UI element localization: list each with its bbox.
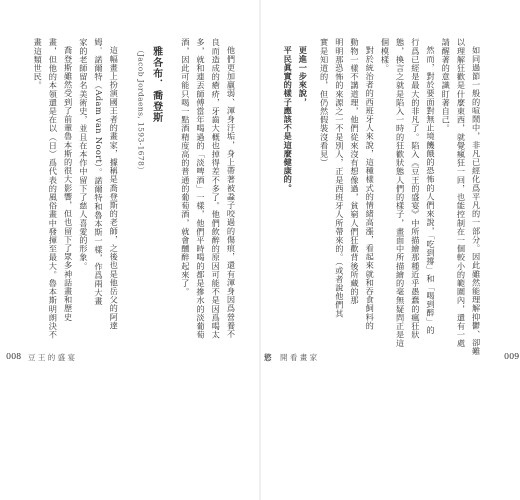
emphasis-paragraph bbox=[280, 38, 310, 338]
page-number: 008 bbox=[6, 352, 22, 361]
text-line: 然而，對於要面對無止境饑餓的恐怖的人們來說，「吃到撐」和「喝到醉」的 bbox=[426, 46, 437, 335]
book-title-footer: 豆 王 的 盛 宴 bbox=[28, 353, 76, 362]
text-line: 畫，但他的本領還是在以（日）爲代表的風俗畫中發揮至最大。魯本斯明朗決不 bbox=[48, 38, 59, 339]
section-mark: 慾 bbox=[264, 353, 272, 362]
chapter-title-footer: 開 看 畫 家 bbox=[280, 353, 318, 362]
paragraph bbox=[377, 38, 438, 348]
text-line: 多，就和連丟師傅當年喝過的「淡啤酒」一樣，他們平時喝的都是摻水的淡葡萄 bbox=[196, 38, 207, 339]
right-page bbox=[260, 0, 520, 500]
text-line: 如同過節一般的喧鬧中，非凡已經化爲平凡的一部分。因此雖然能理解抑鬱、卻難 bbox=[471, 46, 482, 356]
text-line: 動物一樣不講道理，他們從來沒有想像過，貧窮人們狂歡背後所藏的那 bbox=[350, 38, 361, 305]
left-body-text bbox=[30, 38, 238, 338]
page-number: 009 bbox=[504, 352, 520, 361]
text-line: 對於統治者的西班牙人來說，這種樣式的情緒高漲，看起來就和吞食飼料的 bbox=[365, 46, 376, 330]
text-line: 行爲已經是最大的非凡了。陷入《豆王的盛宴》中所描繪那種近乎愚蠢的瘋狂狀 bbox=[410, 38, 421, 339]
artist-heading-block bbox=[133, 38, 163, 338]
artist-dates: （Jacob Jordaens, 1593-1678） bbox=[136, 46, 146, 175]
text-line: 更進一步來說， bbox=[298, 46, 309, 107]
paragraph bbox=[178, 38, 239, 338]
paragraph bbox=[438, 38, 484, 356]
paragraph bbox=[316, 38, 377, 338]
text-line: 畫這類世民。 bbox=[33, 38, 44, 90]
text-line: 請醒著的意識盯著自己。 bbox=[441, 38, 452, 133]
artist-heading: 雅各布．喬登斯 bbox=[150, 46, 162, 123]
text-line: 以理解狂歡是什麼東西，就覺瘋狂一回，也能控制在一個較小的範圍內，還有一處 bbox=[456, 38, 467, 348]
paragraph bbox=[30, 38, 121, 338]
text-line: 個模樣。 bbox=[380, 38, 391, 73]
text-line: 他們更加羸弱、渾身汙垢，身上帶著被蝨子咬過的傷痕，還有渾身因爲營養不 bbox=[226, 46, 237, 339]
text-line: 這幅畫上扮演國王者的畫家，據稱是喬登斯的老師，之後也是他岳父的阿達 bbox=[109, 46, 120, 330]
text-line: 態，換言之就是陷入一時的狂歡狀態人們的樣子，畫面中所描繪的毫無疑問正是這 bbox=[395, 38, 406, 348]
text-line: 喬登斯雖然受到了前輩魯本斯的很大影響，但也留下了眾多神話畫和歷史 bbox=[63, 46, 74, 322]
text-line: 酒，因此可能只喝一點酒精度高的普通的葡萄酒，就會醺醉起來了。 bbox=[180, 38, 191, 296]
right-body-text bbox=[280, 38, 484, 356]
text-line: 平民眞實的樣子應該不是這麼健康的。 bbox=[283, 46, 294, 193]
text-line: 姆．諾爾特（Adam van Noort）。諾爾特和魯本斯一樣，作爲兩大畫 bbox=[94, 38, 105, 306]
text-line: 良而造成的瘡疥，牙齒大概也掉得差不多了。他們飲醉的原因可能不是因爲喝太 bbox=[211, 38, 222, 339]
text-line: 實是知道的，但仍然假裝沒看見） bbox=[319, 38, 330, 167]
text-line: 家的老師留名美術史，並且在本作中留下了慈人喜愛的形象。 bbox=[78, 38, 89, 271]
text-line: 明明那恐怖的來源之一不是別人，正是西班牙人所帶來的。（或者說他們其 bbox=[334, 38, 345, 318]
